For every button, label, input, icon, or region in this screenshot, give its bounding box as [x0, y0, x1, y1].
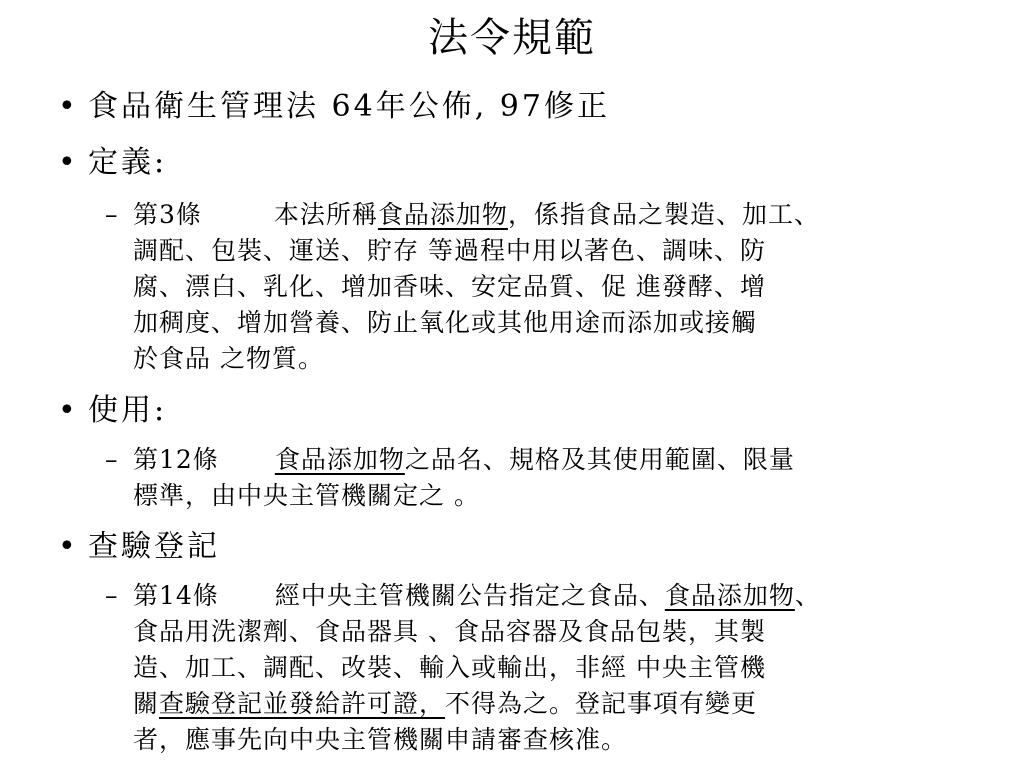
article-number: 第3條	[133, 200, 202, 229]
bullet-inspection	[58, 528, 220, 566]
underlined-term: 食品添加物	[274, 445, 405, 474]
article-3-line-3: 腐、漂白、乳化、增加香味、安定品質、促 進發酵、增	[133, 272, 766, 301]
article-14-line-5: 者，應事先向中央主管機關申請審查核准。	[133, 725, 628, 754]
bullet-label: 食品衛生管理法 64年公佈, 97修正	[88, 89, 610, 124]
bullet-label: 定義:	[88, 145, 168, 180]
bullet-dot: •	[58, 393, 79, 428]
article-12-line-1	[133, 442, 993, 478]
article-3-body	[133, 197, 993, 377]
article-3-line-1	[133, 197, 993, 233]
page-title: 法令規範	[428, 15, 596, 61]
bullet-dot: •	[58, 529, 79, 564]
bullet-definition	[58, 144, 167, 182]
article-text: 、	[794, 581, 821, 610]
bullet-usage	[58, 392, 167, 430]
article-text: 之品名、規格及其使用範圍、限量	[404, 445, 795, 474]
underlined-term: 查驗登記並發給許可證，	[159, 689, 446, 718]
article-14-body	[133, 578, 993, 758]
article-14-line-3: 造、加工、調配、改裝、輸入或輸出，非經 中央主管機	[133, 653, 766, 682]
article-12-body	[133, 442, 993, 514]
bullet-label: 查驗登記	[88, 529, 220, 564]
bullet-law-name	[58, 88, 610, 126]
article-text: 不得為之。登記事項有變更	[445, 689, 758, 718]
article-text: 關	[133, 689, 160, 718]
bullet-dot: •	[58, 89, 79, 124]
article-text: ，係指食品之製造、加工、	[507, 200, 820, 229]
sub-dash: –	[105, 445, 119, 474]
underlined-term: 食品添加物	[377, 200, 508, 229]
bullet-label: 使用:	[88, 393, 168, 428]
article-14-line-1	[133, 578, 993, 614]
underlined-term: 食品添加物	[664, 581, 795, 610]
article-number: 第12條	[133, 445, 219, 474]
article-3-line-4: 加稠度、增加營養、防止氧化或其他用途而添加或接觸	[133, 308, 758, 337]
sub-dash: –	[105, 200, 119, 229]
article-3-line-5: 於食品 之物質。	[133, 344, 324, 373]
article-3-line-2: 調配、包裝、運送、貯存 等過程中用以著色、調味、防	[133, 236, 766, 265]
article-12-line-2: 標準，由中央主管機關定之 。	[133, 481, 480, 510]
article-14-line-4	[133, 686, 993, 722]
article-number: 第14條	[133, 581, 219, 610]
sub-dash: –	[105, 581, 119, 610]
bullet-dot: •	[58, 145, 79, 180]
article-text: 本法所稱	[273, 200, 378, 229]
article-14-line-2: 食品用洗潔劑、食品器具 、食品容器及食品包裝，其製	[133, 617, 766, 646]
article-text: 經中央主管機關公告指定之食品、	[274, 581, 665, 610]
